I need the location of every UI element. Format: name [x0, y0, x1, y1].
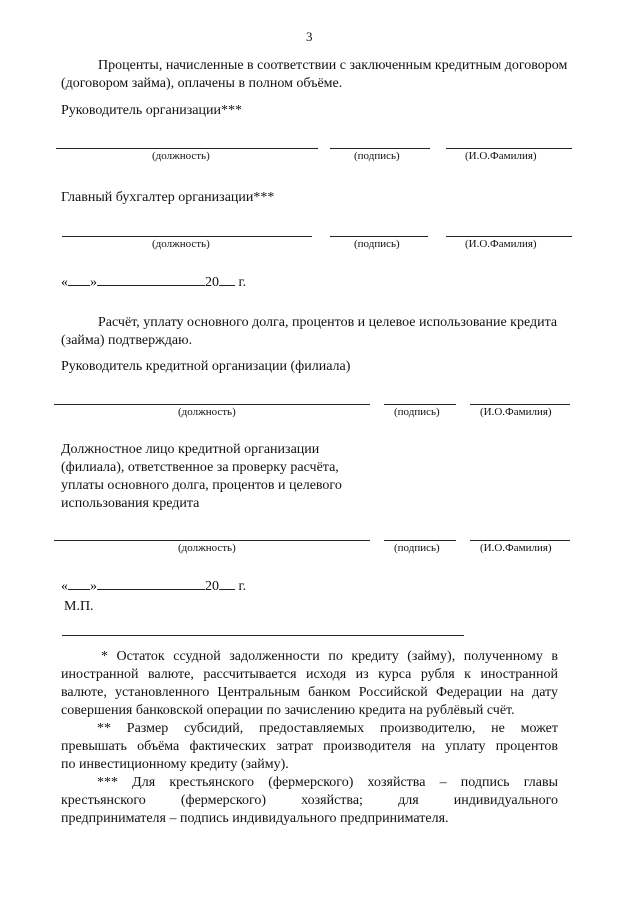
- name-caption-1: (И.О.Фамилия): [465, 150, 537, 162]
- date-century: 20: [205, 275, 219, 290]
- footnote-2: [61, 720, 558, 774]
- name-caption-3: (И.О.Фамилия): [480, 406, 552, 418]
- signature-caption-4: (подпись): [394, 542, 440, 554]
- stamp-place: М.П.: [64, 599, 94, 614]
- date-year-suffix: г.: [238, 579, 247, 594]
- head-org-label: Руководитель организации***: [61, 103, 242, 118]
- signature-caption-1: (подпись): [354, 150, 400, 162]
- official-line-1: Должностное лицо кредитной организации: [61, 442, 320, 457]
- position-line-1[interactable]: [56, 148, 318, 149]
- footnote-3-line-3: предпринимателя – подпись индивидуального предпринимателя.: [61, 811, 449, 826]
- position-line-2[interactable]: [62, 236, 312, 237]
- signature-line-3[interactable]: [384, 404, 456, 405]
- position-line-3[interactable]: [54, 404, 370, 405]
- footnote-1: [61, 648, 558, 720]
- name-line-1[interactable]: [446, 148, 572, 149]
- official-line-2: (филиала), ответственное за проверку расчёта,: [61, 460, 339, 475]
- head-credit-org-label: Руководитель кредитной организации (филиала): [61, 359, 351, 374]
- footnote-2-line-1: ** Размер субсидий, предоставляемых производителю, не может: [97, 721, 558, 736]
- name-line-3[interactable]: [470, 404, 570, 405]
- name-line-4[interactable]: [470, 540, 570, 541]
- signature-caption-2: (подпись): [354, 238, 400, 250]
- date-open-quote: «: [61, 579, 68, 594]
- position-caption-1: (должность): [152, 150, 210, 162]
- confirm-line2: (займа) подтверждаю.: [61, 333, 193, 348]
- date-close-quote: »: [90, 579, 97, 594]
- signature-line-2[interactable]: [330, 236, 428, 237]
- name-caption-2: (И.О.Фамилия): [465, 238, 537, 250]
- footnote-1-line-4: совершения банковской операции по зачислению кредита на рублёвый счёт.: [61, 703, 515, 718]
- name-caption-4: (И.О.Фамилия): [480, 542, 552, 554]
- footnote-1-line-2: иностранной валюте, рассчитывается исходя из курса рубля к иностранной: [61, 667, 558, 682]
- date-open-quote: «: [61, 275, 68, 290]
- year-blank-2[interactable]: [219, 577, 235, 590]
- day-blank-2[interactable]: [68, 577, 90, 590]
- position-line-4[interactable]: [54, 540, 370, 541]
- footnote-2-line-3: по инвестиционному кредиту (займу).: [61, 757, 289, 772]
- footnote-1-line-3: валюте, установленного Центральным банком Российской Федерации на дату: [61, 685, 558, 700]
- date-close-quote: »: [90, 275, 97, 290]
- footnote-separator: [62, 635, 464, 636]
- date-line-2: [61, 577, 246, 594]
- chief-accountant-label: Главный бухгалтер организации***: [61, 190, 275, 205]
- month-blank-1[interactable]: [97, 273, 205, 286]
- position-caption-2: (должность): [152, 238, 210, 250]
- signature-line-1[interactable]: [330, 148, 430, 149]
- page-number: 3: [306, 29, 313, 44]
- interest-paid-line2: (договором займа), оплачены в полном объёме.: [61, 76, 343, 91]
- official-text: [61, 441, 351, 513]
- footnote-3: [61, 774, 558, 828]
- signature-caption-3: (подпись): [394, 406, 440, 418]
- date-century: 20: [205, 579, 219, 594]
- year-blank-1[interactable]: [219, 273, 235, 286]
- name-line-2[interactable]: [446, 236, 572, 237]
- position-caption-3: (должность): [178, 406, 236, 418]
- footnote-3-line-1: *** Для крестьянского (фермерского) хозяйства – подпись главы: [97, 775, 558, 790]
- confirm-line1: Расчёт, уплату основного долга, процентов и целевое использование кредита: [98, 315, 558, 330]
- footnote-1-line-1: * Остаток ссудной задолженности по кредиту (займу), полученному в: [101, 649, 558, 664]
- interest-paid-line1: Проценты, начисленные в соответствии с заключенным кредитным договором: [98, 58, 568, 73]
- official-line-4: использования кредита: [61, 496, 200, 511]
- position-caption-4: (должность): [178, 542, 236, 554]
- signature-line-4[interactable]: [384, 540, 456, 541]
- official-line-3: уплаты основного долга, процентов и целевого: [61, 478, 342, 493]
- day-blank-1[interactable]: [68, 273, 90, 286]
- date-line-1: [61, 273, 246, 290]
- date-year-suffix: г.: [238, 275, 247, 290]
- month-blank-2[interactable]: [97, 577, 205, 590]
- footnote-3-line-2: крестьянского (фермерского) хозяйства; для индивидуального: [61, 793, 558, 808]
- footnote-2-line-2: превышать объёма фактических затрат производителя на уплату процентов: [61, 739, 558, 754]
